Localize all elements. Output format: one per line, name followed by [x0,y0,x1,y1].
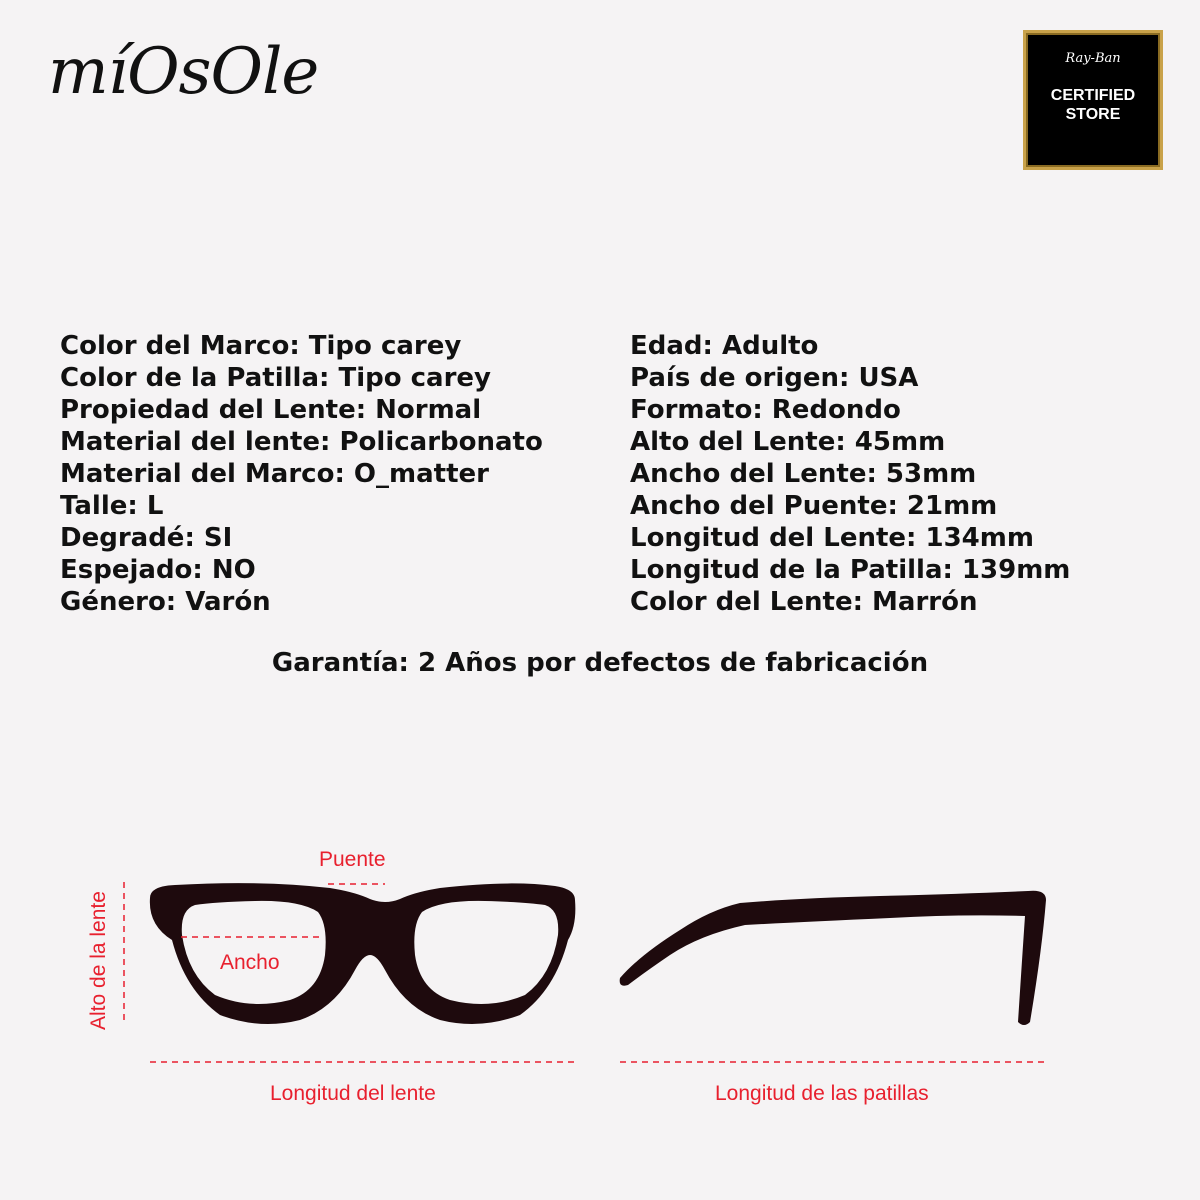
specs-right-column [630,330,1070,618]
badge-line-2: STORE [1065,106,1121,123]
spec-lens-height: Alto del Lente: 45mm [630,427,946,457]
glasses-measurement-diagram [0,820,1200,1120]
spec-frame-material: Material del Marco: O_matter [60,459,489,489]
badge-line-1: CERTIFIED [1050,87,1136,104]
spec-lens-width: Ancho del Lente: 53mm [630,459,977,489]
spec-lens-property: Propiedad del Lente: Normal [60,395,482,425]
glasses-side-temple [620,891,1046,1025]
spec-mirrored: Espejado: NO [60,555,256,585]
spec-lens-length: Longitud del Lente: 134mm [630,523,1034,553]
rayban-certified-badge [1023,30,1163,170]
label-longitud-lente: Longitud del lente [270,1082,436,1105]
label-ancho: Ancho [220,951,280,974]
warranty-text: Garantía: 2 Años por defectos de fabricación [271,648,929,678]
spec-lens-color: Color del Lente: Marrón [630,587,978,617]
miosole-logo: míOsOle [48,35,319,109]
badge-brand: Ray-Ban [1065,51,1121,66]
spec-gender: Género: Varón [60,587,271,617]
spec-format: Formato: Redondo [630,395,901,425]
spec-country: País de origen: USA [630,363,919,393]
spec-temple-length: Longitud de la Patilla: 139mm [630,555,1071,585]
glasses-front-frame [150,883,576,1024]
spec-gradient: Degradé: SI [60,523,233,553]
spec-lens-material: Material del lente: Policarbonato [60,427,543,457]
spec-frame-color: Color del Marco: Tipo carey [60,331,462,361]
label-puente: Puente [319,848,386,871]
spec-size: Talle: L [60,491,164,521]
spec-bridge-width: Ancho del Puente: 21mm [630,491,998,521]
label-alto: Alto de la lente [87,891,110,1030]
specs-left-column [60,330,543,618]
label-longitud-patillas: Longitud de las patillas [715,1082,929,1105]
spec-age: Edad: Adulto [630,331,819,361]
spec-temple-color: Color de la Patilla: Tipo carey [60,363,491,393]
